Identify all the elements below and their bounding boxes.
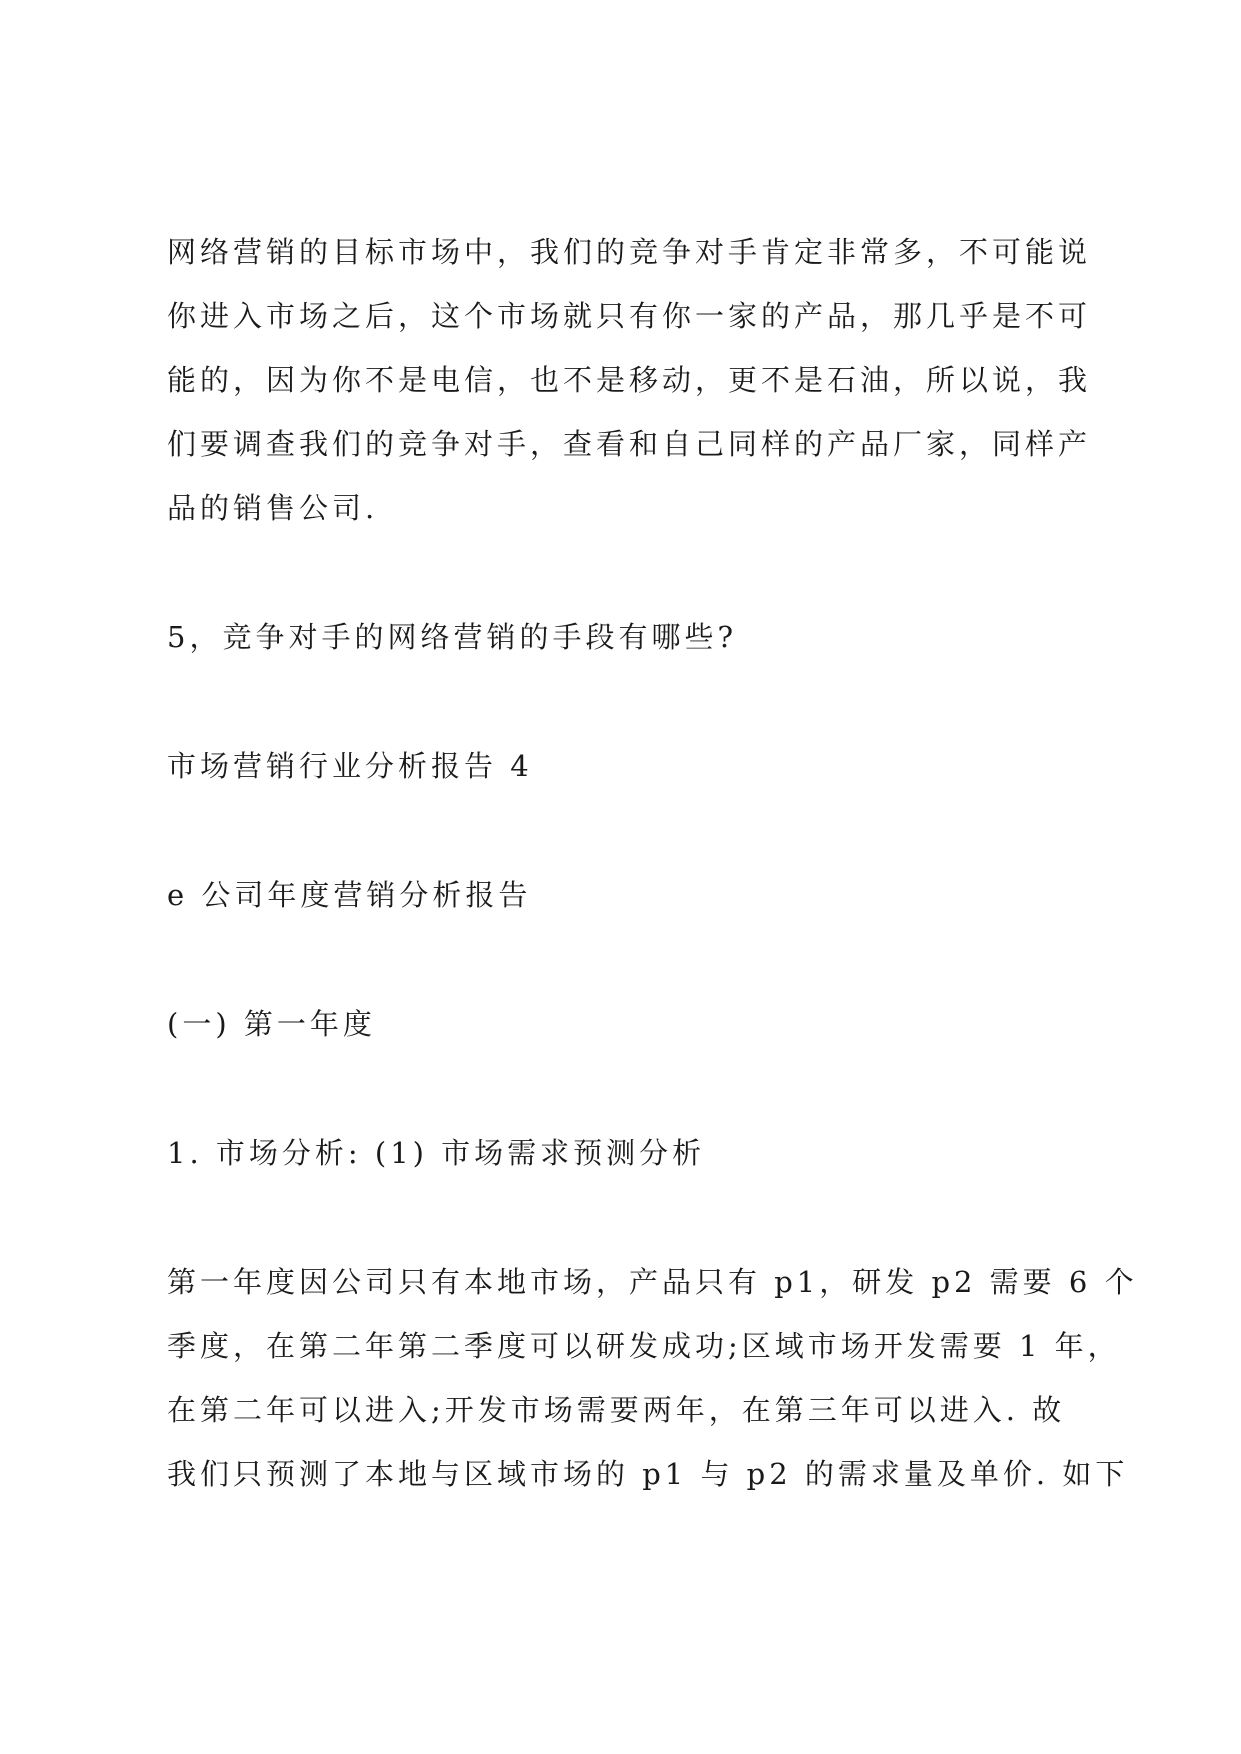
paragraph-line: 在第二年可以进入;开发市场需要两年，在第三年可以进入. 故 [167,1393,1066,1427]
question-heading: 5，竞争对手的网络营销的手段有哪些? [167,620,737,654]
paragraph-line: 们要调查我们的竞争对手，查看和自己同样的产品厂家，同样产 [167,427,1092,461]
paragraph-line: 能的，因为你不是电信，也不是移动，更不是石油，所以说，我 [167,363,1092,397]
paragraph-line: 第一年度因公司只有本地市场，产品只有 p1，研发 p2 需要 6 个 [167,1265,1138,1299]
year-heading: (一) 第一年度 [167,1007,376,1041]
paragraph-line: 品的销售公司. [167,491,379,525]
paragraph-line: 你进入市场之后，这个市场就只有你一家的产品，那几乎是不可 [167,299,1092,333]
paragraph-line: 网络营销的目标市场中，我们的竞争对手肯定非常多，不可能说 [167,235,1092,269]
paragraph-line: 季度，在第二年第二季度可以研发成功;区域市场开发需要 1 年， [167,1329,1121,1363]
paragraph-line: 我们只预测了本地与区域市场的 p1 与 p2 的需求量及单价. 如下 [167,1457,1129,1491]
company-report-heading: e 公司年度营销分析报告 [167,878,532,912]
report-heading: 市场营销行业分析报告 4 [167,749,533,783]
section-heading: 1. 市场分析: (1) 市场需求预测分析 [167,1136,706,1170]
